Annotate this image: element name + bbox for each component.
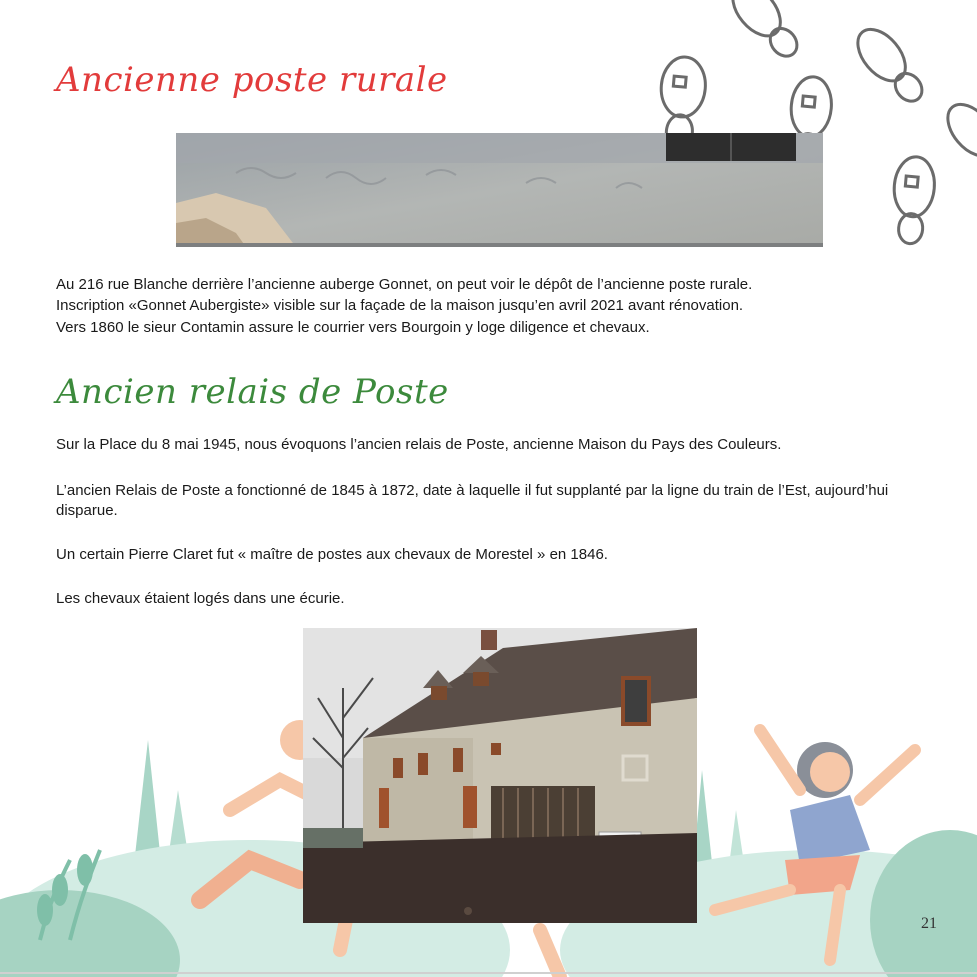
section-title-ancienne-poste: Ancienne poste rurale bbox=[56, 60, 448, 100]
paragraph: Un certain Pierre Claret fut « maître de postes aux chevaux de Morestel » en 1846. bbox=[56, 546, 608, 563]
paragraph: Vers 1860 le sieur Contamin assure le courrier vers Bourgoin y loge diligence et chevaux. bbox=[56, 319, 650, 336]
page-number: 21 bbox=[921, 915, 937, 932]
paragraph: Inscription «Gonnet Aubergiste» visible sur la façade de la maison jusqu’en avril 2021 avant rénovation. bbox=[56, 297, 744, 314]
wall-photo bbox=[176, 133, 823, 247]
paragraph: Au 216 rue Blanche derrière l’ancienne auberge Gonnet, on peut voir le dépôt de l’ancienne poste rurale. bbox=[56, 276, 753, 293]
divider bbox=[0, 972, 977, 974]
paragraph: Sur la Place du 8 mai 1945, nous évoquons l’ancien relais de Poste, ancienne Maison du Pays des Couleurs. bbox=[56, 436, 782, 453]
paragraph: L’ancien Relais de Poste a fonctionné de 1845 à 1872, date à laquelle il fut supplanté par la ligne du train de l’Est, aujourd’hui disparue. bbox=[56, 482, 889, 519]
section-title-ancien-relais: Ancien relais de Poste bbox=[56, 372, 449, 412]
relais-de-poste-photo bbox=[303, 628, 697, 923]
paragraph: Les chevaux étaient logés dans une écurie. bbox=[56, 590, 345, 607]
